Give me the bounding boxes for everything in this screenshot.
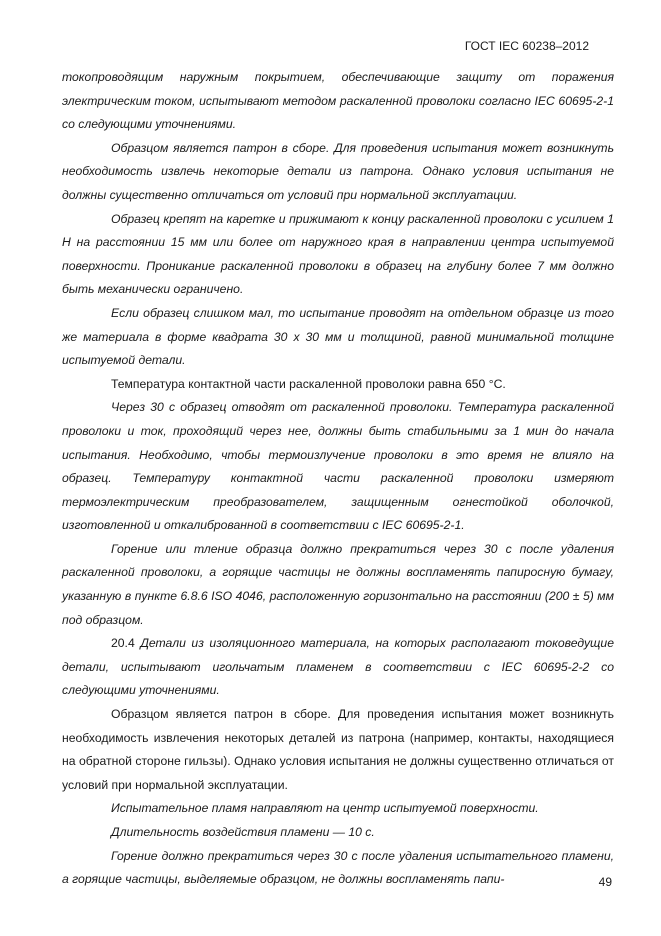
- paragraph-clause-20-4: [62, 632, 614, 703]
- paragraph-needle-flame-sample: Образцом является патрон в сборе. Для проведения испытания может возникнуть необходимость извлечения некоторых деталей из патрона (например, контакты, находящиеся на обратной стороне гильзы). Однако условия испытания не должны существенно отличаться от условий при нормальной эксплуатации.: [62, 707, 614, 792]
- document-body: [62, 66, 614, 892]
- paragraph-sample-mounting: Образец крепят на каретке и прижимают к концу раскаленной проволоки с усилием 1 Н на расстоянии 15 мм или более от наружного края в направлении центра испытуемой поверхности. Проникание раскаленной проволоки в образец на глубину более 7 мм должно быть механически ограничено.: [62, 211, 614, 297]
- paragraph-flame-direction: Испытательное пламя направляют на центр испытуемой поверхности.: [111, 801, 539, 816]
- page-number: 49: [598, 875, 612, 889]
- paragraph-wire-temperature: Температура контактной части раскаленной проволоки равна 650 °С.: [111, 376, 506, 391]
- paragraph-small-sample: Если образец слишком мал, то испытание проводят на отдельном образце из того же материала в форме квадрата 30 х 30 мм и толщиной, равной минимальной толщине испытуемой детали.: [62, 305, 614, 368]
- clause-number: 20.4: [111, 636, 135, 651]
- paragraph-continuation: токопроводящим наружным покрытием, обеспечивающие защиту от поражения электрическим током, испытывают методом раскаленной проволоки согласно IEC 60695-2-1 со следующими уточнениями.: [62, 70, 614, 132]
- paragraph-sample-assembly: Образцом является патрон в сборе. Для проведения испытания может возникнуть необходимость извлечь некоторые детали из патрона. Однако условия испытания не должны существенно отличаться от условий при нормальной эксплуатации.: [62, 140, 614, 202]
- paragraph-burning-criteria: Горение или тление образца должно прекратиться через 30 с после удаления раскаленной проволоки, а горящие частицы не должны воспламенять папиросную бумагу, указанную в пункте 6.8.6 ISO 4046, расположенную горизонтально на расстоянии (200 ± 5) мм под образцом.: [62, 541, 614, 627]
- standard-header: ГОСТ IEC 60238–2012: [464, 39, 589, 53]
- paragraph-test-procedure: Через 30 с образец отводят от раскаленной проволоки. Температура раскаленной проволоки и ток, проходящий через нее, должны быть стабильными за 1 мин до начала испытания. Необходимо, чтобы термоизлучение проволоки в это время не влияло на образец. Температуру контактной части раскаленной проволоки измеряют термоэлектрическим преобразователем, защищенным огнестойкой оболочкой, изготовленной и откалиброванной в соответствии с IEC 60695-2-1.: [62, 400, 614, 533]
- clause-text: Детали из изоляционного материала, на которых располагают токоведущие детали, испытывают игольчатым пламенем в соответствии с IEC 60695-2-2 со следующими уточнениями.: [62, 636, 614, 698]
- paragraph-flame-criteria: Горение должно прекратиться через 30 с после удаления испытательного пламени, а горящие частицы, выделяемые образцом, не должны воспламенять папи-: [62, 848, 614, 887]
- paragraph-flame-duration: Длительность воздействия пламени — 10 с.: [111, 825, 375, 839]
